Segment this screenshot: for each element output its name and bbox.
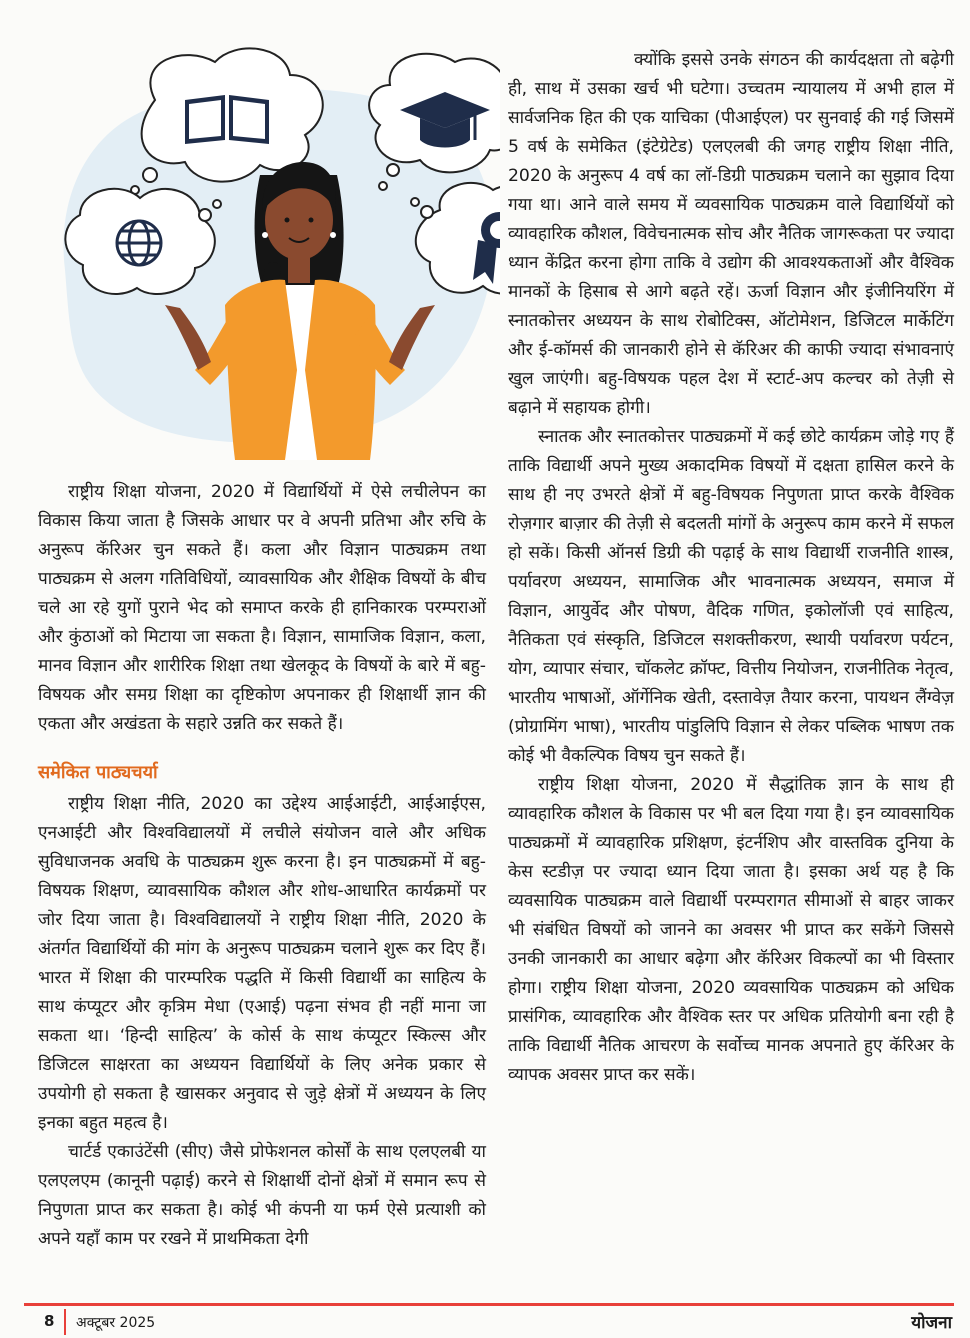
- paragraph: राष्ट्रीय शिक्षा नीति, 2020 का उद्देश्य आईआईटी, आईआईएस, एनआईटी और विश्वविद्यालयों में लचीले संयोजन वाले और अधिक सुविधाजनक अवधि के पाठ्यक्रम शुरू करना है। इन पाठ्यक्रमों में बहु-विषयक शिक्षण, व्यावसायिक कौशल और शोध-आधारित कार्यक्रमों पर जोर दिया जाता है। विश्वविद्यालयों ने राष्ट्रीय शिक्षा नीति, 2020 के अंतर्गत विद्यार्थियों की मांग के अनुरूप पाठ्यक्रम चलाने शुरू कर दिए हैं। भारत में शिक्षा की पारम्परिक पद्धति में किसी विद्यार्थी का साहित्य के साथ कंप्यूटर और कृत्रिम मेधा (एआई) पढ़ना संभव ही नहीं माना जा सकता था। ‘हिन्दी साहित्य’ के कोर्स के साथ कंप्यूटर स्किल्स और डिजिटल साक्षरता का अध्ययन विद्यार्थियों के लिए अनेक प्रकार से उपयोगी हो सकता है खासकर अनुवाद से जुड़े क्षेत्रों में अध्ययन के लिए इनका बहुत महत्व है।: [38, 794, 486, 1133]
- magazine-name: योजना: [911, 1313, 952, 1333]
- paragraph: स्नातक और स्नातकोत्तर पाठ्यक्रमों में कई छोटे कार्यक्रम जोड़े गए हैं ताकि विद्यार्थी अपने मुख्य अकादमिक विषयों में दक्षता हासिल करने के साथ ही नए उभरते क्षेत्रों में बहु-विषयक निपुणता प्राप्त करके वैश्विक रोज़गार बाज़ार की तेज़ी से बदलती मांगों के अनुरूप काम करने में सफल हो सकें। किसी ऑनर्स डिग्री की पढ़ाई के साथ विद्यार्थी राजनीति शास्त्र, पर्यावरण अध्ययन, सामाजिक और भावनात्मक अध्ययन, समाज में विज्ञान, आयुर्वेद और पोषण, वैदिक गणित, इकोलॉजी एवं साहित्य, नैतिकता एवं संस्कृति, डिजिटल सशक्तीकरण, स्थायी पर्यावरण पर्यटन, योग, व्यापार संचार, चॉकलेट क्रॉफ्ट, वित्तीय नियोजन, राजनीतिक नेतृत्व, भारतीय भाषाओं, ऑर्गेनिक खेती, दस्तावेज़ तैयार करना, पायथन लैंग्वेज़ (प्रोग्रामिंग भाषा), भारतीय पांडुलिपि विज्ञान से लेकर पब्लिक भाषण तक कोई भी वैकल्पिक विषय चुन सकते हैं।: [508, 427, 954, 766]
- paragraph: चार्टर्ड एकाउंटेंसी (सीए) जैसे प्रोफेशनल कोर्सों के साथ एलएलबी या एलएलएम (कानूनी पढ़ाई) करने से शिक्षार्थी दोनों क्षेत्रों में समान रूप से निपुणता प्राप्त कर सकता है। कोई भी कंपनी या फर्म ऐसे प्रत्याशी को अपने यहाँ काम पर रखने में प्राथमिकता देगी: [38, 1142, 486, 1249]
- paragraph: क्योंकि इससे उनके संगठन की कार्यदक्षता तो बढ़ेगी ही, साथ में उसका खर्च भी घटेगा। उच्चतम न्यायालय में अभी हाल में सार्वजनिक हित की एक याचिका (पीआईएल) पर सुनवाई की गई जिसमें 5 वर्ष के समेकित (इंटेग्रेटेड) एलएलबी की जगह राष्ट्रीय शिक्षा नीति, 2020 के अनुरूप 4 वर्ष का लॉ-डिग्री पाठ्यक्रम चलाने का सुझाव दिया गया था। आने वाले समय में व्यवसायिक पाठ्यक्रम वाले विद्यार्थियों को व्यावहारिक कौशल, विवेचनात्मक सोच और नैतिक जागरूकता पर ज्यादा ध्यान केंद्रित करना होगा ताकि वे उद्योग की आवश्यकताओं और वैश्विक मानकों के हिसाब से आगे बढ़ते रहें। ऊर्जा विज्ञान और इंजीनियरिंग में स्नातकोत्तर अध्ययन के साथ रोबोटिक्स, ऑटोमेशन, डिजिटल मार्केटिंग और ई-कॉमर्स की जानकारी होने से कॅरिअर की काफी ज्यादा संभावनाएं खुल जाएंगी। बहु-विषयक पहल देश में स्टार्ट-अप कल्चर को तेज़ी से बढ़ाने में सहायक होगी।: [508, 50, 954, 418]
- left-column-body: [38, 790, 486, 1254]
- footer-separator: [64, 1309, 66, 1335]
- left-column-intro: [38, 478, 486, 739]
- hero-illustration: [35, 40, 500, 460]
- section-heading: समेकित पाठ्यचर्या: [38, 762, 158, 783]
- thought-bubble-cap: [369, 54, 500, 190]
- paragraph: राष्ट्रीय शिक्षा योजना, 2020 में सैद्धांतिक ज्ञान के साथ ही व्यावहारिक कौशल के विकास पर भी बल दिया गया है। इन व्यावसायिक पाठ्यक्रमों में व्यावहारिक प्रशिक्षण, इंटर्नशिप और वास्तविक दुनिया के केस स्टडीज़ पर ज्यादा ध्यान दिया जाता है। इसका अर्थ यह है कि व्यवसायिक पाठ्यक्रम वाले विद्यार्थी परम्परागत सीमाओं से बाहर जाकर भी संबंधित विषयों को जानने का अवसर भी प्राप्त कर सकेंगे जिससे उनकी जानकारी का आधार बढ़ेगा और कॅरिअर विकल्पों का भी विस्तार होगा। राष्ट्रीय शिक्षा योजना, 2020 व्यवसायिक पाठ्यक्रम को अधिक प्रासंगिक, व्यावहारिक और वैश्विक स्तर पर अधिक प्रतियोगी बना रही है ताकि विद्यार्थी नैतिक आचरण के सर्वोच्च मानक अपनाते हुए कॅरिअर के व्यापक अवसर प्राप्त कर सकें।: [508, 775, 954, 1085]
- orange-jacket: [225, 280, 297, 460]
- issue-date: अक्टूबर 2025: [76, 1315, 156, 1331]
- page-number: 8: [44, 1312, 55, 1330]
- paragraph: राष्ट्रीय शिक्षा योजना, 2020 में विद्यार्थियों में ऐसे लचीलेपन का विकास किया जाता है जिसके आधार पर वे अपनी प्रतिभा और रुचि के अनुरूप कॅरिअर चुन सकते हैं। कला और विज्ञान पाठ्यक्रम तथा पाठ्यक्रम से अलग गतिविधियों, व्यावसायिक और शैक्षिक विषयों के बीच चले आ रहे युगों पुराने भेद को समाप्त करके ही हानिकारक परम्पराओं और कुंठाओं को मिटाया जा सकता है। विज्ञान, सामाजिक विज्ञान, कला, मानव विज्ञान और शारीरिक शिक्षा तथा खेलकूद के विषयों के बारे में बहु-विषयक और समग्र शिक्षा का दृष्टिकोण अपनाकर ही शिक्षार्थी ज्ञान की एकता और अखंडता के सहारे उन्नति कर सकते हैं।: [38, 482, 486, 734]
- footer-rule: [24, 1303, 954, 1306]
- right-column: [508, 46, 954, 1090]
